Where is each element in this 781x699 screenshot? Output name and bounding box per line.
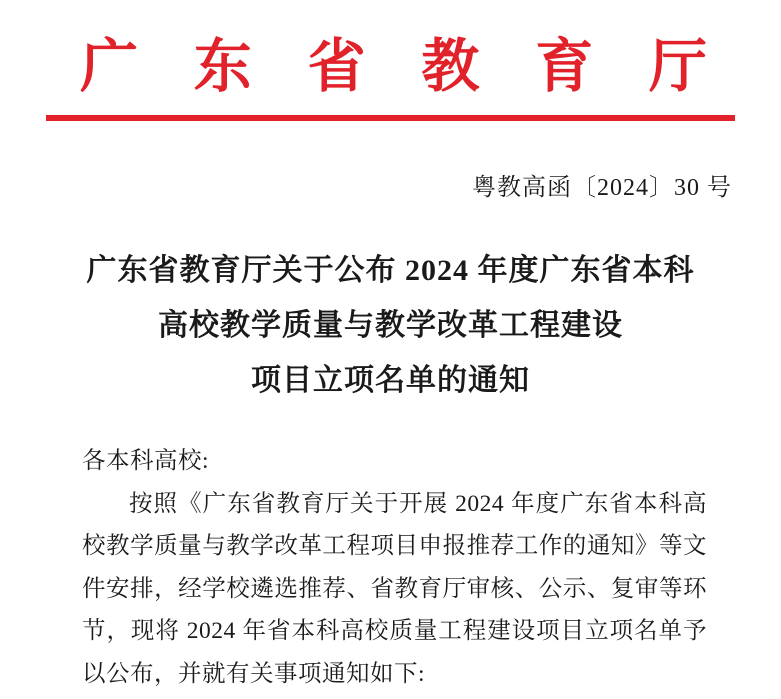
document-title-line: 广东省教育厅关于公布 2024 年度广东省本科 [86, 254, 695, 287]
document-title-line: 项目立项名单的通知 [251, 364, 530, 397]
agency-header-char: 省 [307, 34, 366, 99]
agency-header-char: 育 [535, 34, 594, 99]
red-divider-rule [46, 115, 735, 121]
agency-header-char: 广 [80, 34, 139, 99]
agency-header-char: 东 [193, 34, 252, 99]
agency-header-char: 厅 [648, 34, 707, 99]
document-title [0, 243, 781, 408]
document-title-line: 高校教学质量与教学改革工程建设 [158, 309, 623, 342]
document-number: 粤教高函〔2024〕30 号 [472, 175, 732, 201]
agency-header [80, 30, 707, 104]
salutation: 各本科高校: [82, 448, 210, 474]
body-paragraph: 按照《广东省教育厅关于开展 2024 年度广东省本科高校教学质量与教学改革工程项目申报推荐工作的通知》等文件安排，经学校遴选推荐、省教育厅审核、公示、复审等环节，现将 2024 年省本科高校质量工程建设项目立项名单予以公布，并就有关事项通知如下: [82, 490, 707, 687]
document-body [0, 440, 781, 695]
agency-header-char: 教 [421, 34, 480, 99]
